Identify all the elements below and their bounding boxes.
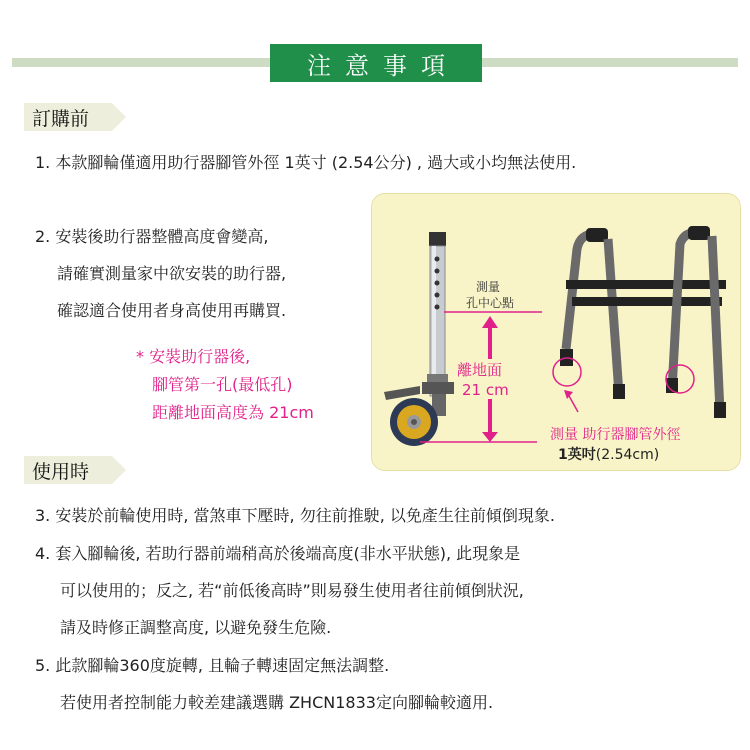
pointer-arrow	[568, 394, 578, 412]
item-5-line-2: 若使用者控制能力較差建議選購 ZHCN1833定向腳輪較適用.	[60, 693, 494, 712]
page-title: 注意事項	[270, 44, 482, 82]
section-tag-during-use: 使用時	[24, 456, 112, 484]
measure-label-line-1: 測量	[476, 280, 501, 294]
tube-size-inch: 1英吋	[558, 447, 596, 463]
note-line-1: * 安裝助行器後,	[136, 347, 251, 366]
note-line-3: 距離地面高度為 21cm	[152, 403, 314, 422]
walker-image	[553, 226, 726, 418]
tube-label-line-1: 測量 助行器腳管外徑	[550, 427, 681, 443]
item-4-line-3: 請及時修正調整高度, 以避免發生危險.	[60, 618, 332, 637]
note-line-2: 腳管第一孔(最低孔)	[152, 375, 293, 394]
item-2-line-2: 請確實測量家中欲安裝的助行器,	[57, 264, 287, 283]
height-label-line-1: 離地面	[457, 361, 503, 379]
product-figure	[371, 193, 741, 471]
item-4-line-2: 可以使用的；反之, 若“前低後高時”則易發生使用者往前傾倒狀況,	[60, 581, 524, 600]
caster-image	[384, 232, 454, 446]
tube-label-line-2	[558, 444, 659, 464]
item-2-line-3: 確認適合使用者身高使用再購買.	[57, 301, 287, 320]
section-tag-before-purchase: 訂購前	[24, 103, 112, 131]
height-label-line-2: 21 cm	[462, 381, 509, 399]
item-5-line-1: 5. 此款腳輪360度旋轉, 且輪子轉速固定無法調整.	[35, 656, 390, 675]
tube-size-cm: (2.54cm)	[595, 447, 660, 463]
item-2-line-1: 2. 安裝後助行器整體高度會變高,	[35, 227, 269, 246]
item-1: 1. 本款腳輪僅適用助行器腳管外徑 1英寸 (2.54公分) , 過大或小均無法使用.	[35, 153, 577, 172]
item-4-line-1: 4. 套入腳輪後, 若助行器前端稍高於後端高度(非水平狀態), 此現象是	[35, 544, 521, 563]
measure-label-line-2: 孔中心點	[466, 296, 515, 310]
item-3: 3. 安裝於前輪使用時, 當煞車下壓時, 勿往前推駛, 以免產生往前傾倒現象.	[35, 506, 555, 525]
